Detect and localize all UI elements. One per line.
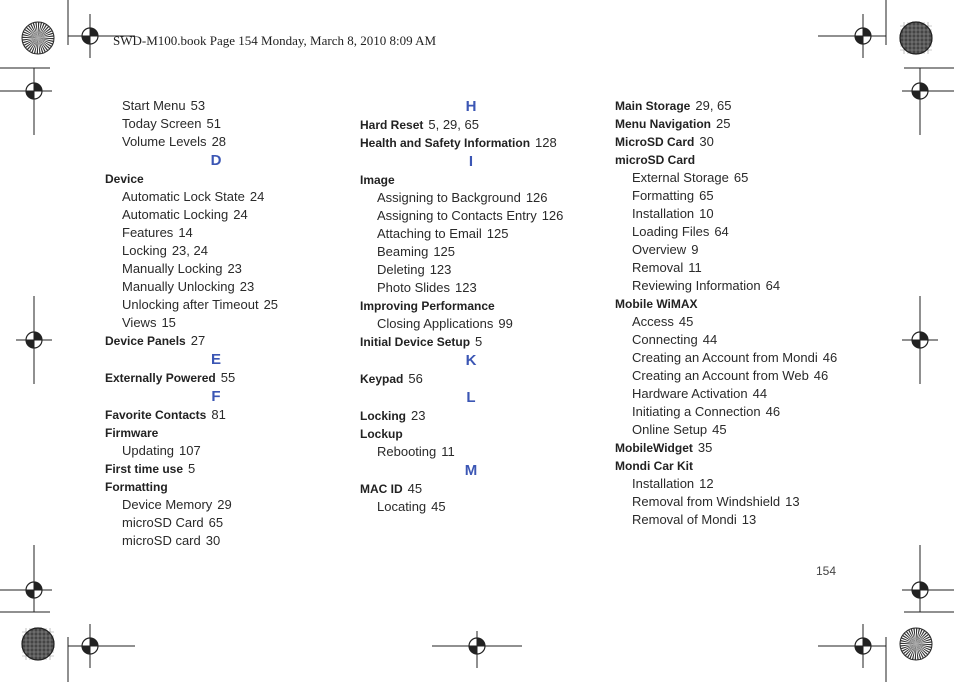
- index-subentry: [105, 532, 355, 550]
- index-subentry: [105, 442, 355, 460]
- index-subentry: [615, 421, 865, 439]
- index-term: Removal: [632, 260, 684, 275]
- index-page-ref: 81: [211, 407, 226, 422]
- index-page-ref: 23: [227, 261, 242, 276]
- index-term: MicroSD Card: [615, 135, 695, 149]
- index-entry: [105, 460, 355, 478]
- index-term: Menu Navigation: [615, 117, 712, 131]
- index-entry: [615, 133, 865, 151]
- index-term: Rebooting: [377, 444, 437, 459]
- index-entry: [615, 457, 865, 475]
- index-page-ref: 28: [211, 134, 227, 149]
- index-page-ref: 65: [699, 188, 714, 203]
- index-term: Online Setup: [632, 422, 708, 437]
- index-entry: [615, 439, 865, 457]
- index-subentry: [360, 189, 610, 207]
- index-page-ref: 30: [205, 533, 221, 548]
- registration-quadrant: [34, 332, 42, 340]
- index-term: Mondi Car Kit: [615, 459, 693, 473]
- index-term: Initial Device Setup: [360, 335, 471, 349]
- index-term: Loading Files: [632, 224, 710, 239]
- index-page-ref: 25: [263, 297, 279, 312]
- index-letter-heading: I: [468, 153, 474, 170]
- index-page-ref: 125: [433, 244, 456, 259]
- index-page-ref: 30: [699, 134, 714, 149]
- index-term: Initiating a Connection: [632, 404, 761, 419]
- registration-quadrant: [469, 646, 477, 654]
- index-entry: [615, 295, 865, 313]
- index-term: Locating: [377, 499, 427, 514]
- index-term: Hardware Activation: [632, 386, 748, 401]
- index-page-ref: 128: [535, 135, 557, 150]
- index-subentry: [105, 242, 355, 260]
- registration-quadrant: [34, 582, 42, 590]
- index-subentry: [615, 313, 865, 331]
- index-page-ref: 15: [161, 315, 176, 330]
- index-term: Health and Safety Information: [360, 136, 531, 150]
- index-entry: [105, 406, 355, 424]
- index-subentry: [615, 367, 865, 385]
- index-entry: [360, 480, 610, 498]
- index-page-ref: 55: [220, 370, 236, 385]
- index-page-ref: 9: [691, 242, 699, 257]
- index-entry: [615, 97, 865, 115]
- index-page-ref: 25: [716, 116, 731, 131]
- index-letter-heading: M: [464, 462, 478, 479]
- index-subentry: [360, 443, 610, 461]
- index-entry: [360, 425, 610, 443]
- index-entry: [105, 170, 355, 188]
- index-letter-heading: K: [465, 352, 477, 369]
- index-page-ref: 123: [455, 280, 477, 295]
- index-term: Views: [122, 315, 157, 330]
- index-term: Updating: [122, 443, 175, 458]
- registration-quadrant: [477, 638, 485, 646]
- index-page-ref: 24: [233, 207, 248, 222]
- index-term: Reviewing Information: [632, 278, 761, 293]
- index-subentry: [105, 314, 355, 332]
- page-number: 154: [816, 564, 837, 578]
- registration-quadrant: [26, 590, 34, 598]
- index-term: Access: [632, 314, 674, 329]
- index-page-ref: 99: [498, 316, 513, 331]
- index-term: Lockup: [360, 427, 403, 441]
- index-subentry: [615, 349, 865, 367]
- index-term: Installation: [632, 476, 695, 491]
- index-term: Device Memory: [122, 497, 213, 512]
- registration-quadrant: [90, 28, 98, 36]
- index-subentry: [615, 277, 865, 295]
- index-page-ref: 11: [441, 444, 455, 459]
- index-page-ref: 24: [249, 189, 265, 204]
- index-term: Image: [360, 173, 395, 187]
- index-page-ref: 10: [699, 206, 714, 221]
- index-term: microSD Card: [615, 153, 696, 167]
- index-page-ref: 23: [411, 408, 426, 423]
- index-term: Main Storage: [615, 99, 691, 113]
- index-subentry: [105, 296, 355, 314]
- index-entry: [360, 370, 610, 388]
- index-term: Attaching to Email: [377, 226, 482, 241]
- index-page-ref: 5, 29, 65: [428, 117, 479, 132]
- index-entry: [360, 171, 610, 189]
- index-column-2: [360, 97, 610, 516]
- index-term: Assigning to Contacts Entry: [377, 208, 537, 223]
- index-subentry: [105, 260, 355, 278]
- index-column-3: [615, 97, 865, 529]
- index-entry: [360, 333, 610, 351]
- index-term: Manually Locking: [122, 261, 223, 276]
- index-subentry: [360, 207, 610, 225]
- registration-quadrant: [855, 646, 863, 654]
- index-page-ref: 12: [699, 476, 714, 491]
- registration-quadrant: [82, 36, 90, 44]
- index-term: Photo Slides: [377, 280, 450, 295]
- index-page-ref: 64: [765, 278, 781, 293]
- index-term: Removal from Windshield: [632, 494, 781, 509]
- index-page-ref: 44: [702, 332, 718, 347]
- index-letter-heading: E: [210, 351, 221, 368]
- index-page-ref: 45: [431, 499, 446, 514]
- index-page-ref: 14: [178, 225, 193, 240]
- index-term: Externally Powered: [105, 371, 216, 385]
- registration-quadrant: [912, 340, 920, 348]
- index-subentry: [105, 188, 355, 206]
- index-term: Hard Reset: [360, 118, 424, 132]
- index-entry: [360, 407, 610, 425]
- index-subentry: [360, 279, 610, 297]
- index-term: Volume Levels: [122, 134, 207, 149]
- index-letter-heading: L: [466, 389, 476, 406]
- index-subentry: [615, 169, 865, 187]
- index-page-ref: 126: [541, 208, 564, 223]
- index-page-ref: 45: [712, 422, 727, 437]
- index-term: Installation: [632, 206, 695, 221]
- registration-quadrant: [912, 91, 920, 99]
- index-term: Mobile WiMAX: [615, 297, 698, 311]
- index-subentry: [615, 187, 865, 205]
- index-subentry: [360, 261, 610, 279]
- index-column-1: [105, 97, 355, 550]
- index-term: Assigning to Background: [377, 190, 521, 205]
- index-page-ref: 46: [765, 404, 781, 419]
- index-subentry: [615, 511, 865, 529]
- index-term: Device Panels: [105, 334, 186, 348]
- registration-quadrant: [863, 638, 871, 646]
- index-page-ref: 11: [688, 260, 702, 275]
- index-term: microSD card: [122, 533, 201, 548]
- registration-quadrant: [26, 91, 34, 99]
- index-entry: [105, 332, 355, 350]
- registration-quadrant: [863, 28, 871, 36]
- index-entry: [360, 134, 610, 152]
- index-term: Removal of Mondi: [632, 512, 737, 527]
- index-subentry: [615, 493, 865, 511]
- index-term: Automatic Lock State: [122, 189, 245, 204]
- index-term: Closing Applications: [377, 316, 494, 331]
- registration-quadrant: [855, 36, 863, 44]
- index-subentry: [105, 97, 355, 115]
- index-entry: [615, 115, 865, 133]
- index-term: Connecting: [632, 332, 698, 347]
- index-subentry: [615, 205, 865, 223]
- index-subentry: [615, 223, 865, 241]
- index-letter-heading: H: [465, 98, 477, 115]
- page-header: SWD-M100.book Page 154 Monday, March 8, 2010 8:09 AM: [113, 33, 437, 48]
- index-page-ref: 29, 65: [695, 98, 732, 113]
- index-page-ref: 126: [525, 190, 548, 205]
- index-term: Today Screen: [122, 116, 202, 131]
- index-entry: [360, 116, 610, 134]
- registration-quadrant: [920, 582, 928, 590]
- registration-quadrant: [920, 332, 928, 340]
- index-subentry: [105, 115, 355, 133]
- index-term: Keypad: [360, 372, 404, 386]
- index-term: Formatting: [105, 480, 168, 494]
- index-page-ref: 27: [190, 333, 206, 348]
- index-term: Manually Unlocking: [122, 279, 235, 294]
- index-letter-heading: F: [211, 388, 221, 405]
- index-page-ref: 23, 24: [171, 243, 208, 258]
- index-term: Improving Performance: [360, 299, 495, 313]
- index-subentry: [615, 403, 865, 421]
- index-term: Locking: [122, 243, 167, 258]
- index-term: Formatting: [632, 188, 695, 203]
- index-entry: [360, 297, 610, 315]
- registration-quadrant: [82, 646, 90, 654]
- index-term: Unlocking after Timeout: [122, 297, 259, 312]
- index-page-ref: 65: [733, 170, 749, 185]
- index-term: Locking: [360, 409, 407, 423]
- index-term: MobileWidget: [615, 441, 693, 455]
- index-page-ref: 44: [752, 386, 768, 401]
- index-term: Firmware: [105, 426, 159, 440]
- index-page-ref: 125: [486, 226, 509, 241]
- index-page-ref: 64: [714, 224, 729, 239]
- index-page-ref: 29: [217, 497, 232, 512]
- index-term: microSD Card: [122, 515, 204, 530]
- index-entry: [615, 151, 865, 169]
- index-entry: [105, 424, 355, 442]
- index-subentry: [105, 133, 355, 151]
- index-page-ref: 56: [408, 371, 423, 386]
- index-subentry: [615, 259, 865, 277]
- index-page-ref: 5: [475, 334, 483, 349]
- registration-quadrant: [90, 638, 98, 646]
- index-entry: [105, 369, 355, 387]
- index-page-ref: 46: [822, 350, 838, 365]
- index-subentry: [615, 241, 865, 259]
- index-subentry: [360, 498, 610, 516]
- index-subentry: [360, 315, 610, 333]
- index-subentry: [105, 224, 355, 242]
- index-page-ref: 35: [697, 440, 713, 455]
- index-term: First time use: [105, 462, 184, 476]
- index-term: Device: [105, 172, 144, 186]
- index-term: Start Menu: [122, 98, 186, 113]
- registration-quadrant: [912, 590, 920, 598]
- index-page-ref: 107: [179, 443, 201, 458]
- index-page-ref: 23: [239, 279, 255, 294]
- registration-quadrant: [920, 83, 928, 91]
- index-letter-heading: D: [210, 152, 222, 169]
- index-subentry: [360, 243, 610, 261]
- index-term: MAC ID: [360, 482, 403, 496]
- index-page-ref: 46: [813, 368, 829, 383]
- index-term: External Storage: [632, 170, 729, 185]
- index-term: Overview: [632, 242, 687, 257]
- index-term: Favorite Contacts: [105, 408, 207, 422]
- index-subentry: [615, 331, 865, 349]
- index-subentry: [105, 278, 355, 296]
- index-subentry: [615, 385, 865, 403]
- index-page-ref: 45: [678, 314, 694, 329]
- registration-quadrant: [26, 340, 34, 348]
- index-page-ref: 53: [190, 98, 206, 113]
- index-page-ref: 13: [785, 494, 800, 509]
- index-subentry: [615, 475, 865, 493]
- index-term: Deleting: [377, 262, 425, 277]
- index-page-ref: 5: [188, 461, 196, 476]
- index-subentry: [105, 514, 355, 532]
- index-page-ref: 13: [741, 512, 757, 527]
- index-page-ref: 65: [208, 515, 224, 530]
- index-page-ref: 45: [407, 481, 423, 496]
- registration-quadrant: [34, 83, 42, 91]
- index-page-ref: 51: [206, 116, 221, 131]
- index-entry: [105, 478, 355, 496]
- index-term: Creating an Account from Web: [632, 368, 809, 383]
- index-term: Beaming: [377, 244, 429, 259]
- index-term: Automatic Locking: [122, 207, 229, 222]
- index-subentry: [360, 225, 610, 243]
- index-page-ref: 123: [429, 262, 452, 277]
- index-term: Features: [122, 225, 174, 240]
- index-subentry: [105, 206, 355, 224]
- index-term: Creating an Account from Mondi: [632, 350, 818, 365]
- index-subentry: [105, 496, 355, 514]
